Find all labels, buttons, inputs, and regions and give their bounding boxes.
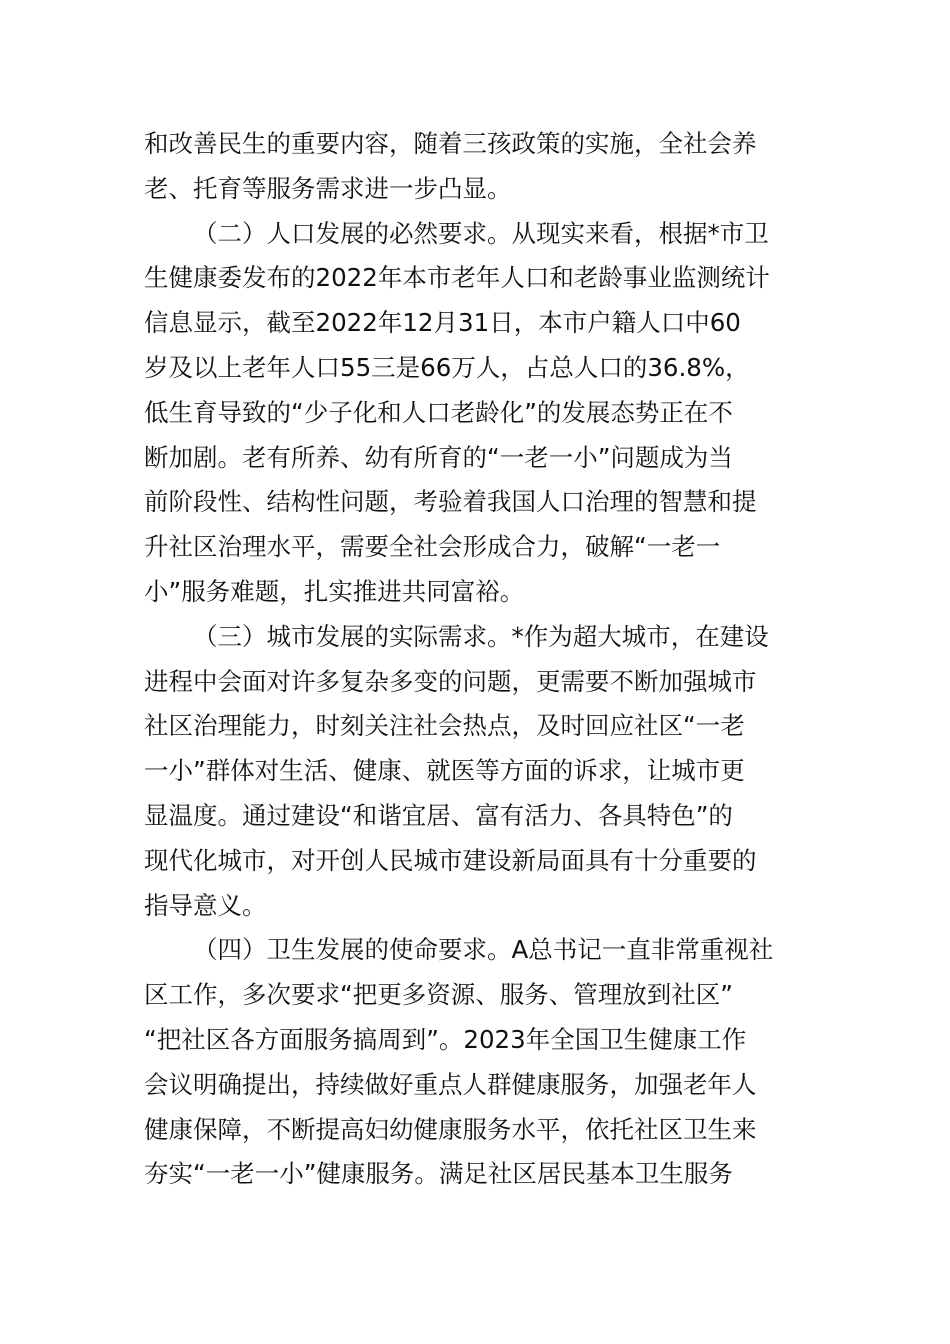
text-line: 会议明确提出，持续做好重点人群健康服务，加强老年人 (144, 1069, 757, 1099)
text-line: 显温度。通过建设“和谐宜居、富有活力、各具特色”的 (144, 800, 733, 830)
text-line: 断加剧。老有所养、幼有所育的“一老一小”问题成为当 (144, 442, 733, 472)
section-heading-line: （四）卫生发展的使命要求。A总书记一直非常重视社 (193, 935, 774, 965)
text-line: 生健康委发布的2022年本市老年人口和老龄事业监测统计 (144, 263, 770, 293)
section-heading-line: （三）城市发展的实际需求。*作为超大城市，在建设 (193, 621, 769, 651)
text-line: 健康保障，不断提高妇幼健康服务水平，依托社区卫生来 (144, 1114, 757, 1144)
text-line: 进程中会面对许多复杂多变的问题，更需要不断加强城市 (144, 666, 757, 696)
text-line: 前阶段性、结构性问题，考验着我国人口治理的智慧和提 (144, 487, 757, 517)
text-line: 社区治理能力，时刻关注社会热点，及时回应社区“一老 (144, 711, 745, 741)
text-line: 老、托育等服务需求进一步凸显。 (144, 173, 512, 203)
text-line: 现代化城市，对开创人民城市建设新局面具有十分重要的 (144, 845, 757, 875)
text-line: 低生育导致的“少子化和人口老龄化”的发展态势正在不 (144, 397, 733, 427)
text-line: 岁及以上老年人口55三是66万人，占总人口的36.8%， (144, 352, 750, 382)
text-line: 区工作，多次要求“把更多资源、服务、管理放到社区” (144, 980, 733, 1010)
text-line: “把社区各方面服务搞周到”。2023年全国卫生健康工作 (144, 1024, 747, 1054)
text-line: 和改善民生的重要内容，随着三孩政策的实施，全社会养 (144, 129, 757, 158)
section-heading-line: （二）人口发展的必然要求。从现实来看，根据*市卫 (193, 218, 769, 248)
body-text (144, 122, 808, 1197)
text-line: 小”服务难题，扎实推进共同富裕。 (144, 576, 525, 606)
text-line: 夯实“一老一小”健康服务。满足社区居民基本卫生服务 (144, 1159, 733, 1189)
text-line: 指导意义。 (144, 890, 267, 920)
text-line: 升社区治理水平，需要全社会形成合力，破解“一老一 (144, 532, 721, 562)
text-line: 一小”群体对生活、健康、就医等方面的诉求，让城市更 (144, 756, 745, 786)
text-line: 信息显示，截至2022年12月31日，本市户籍人口中60 (144, 308, 741, 338)
